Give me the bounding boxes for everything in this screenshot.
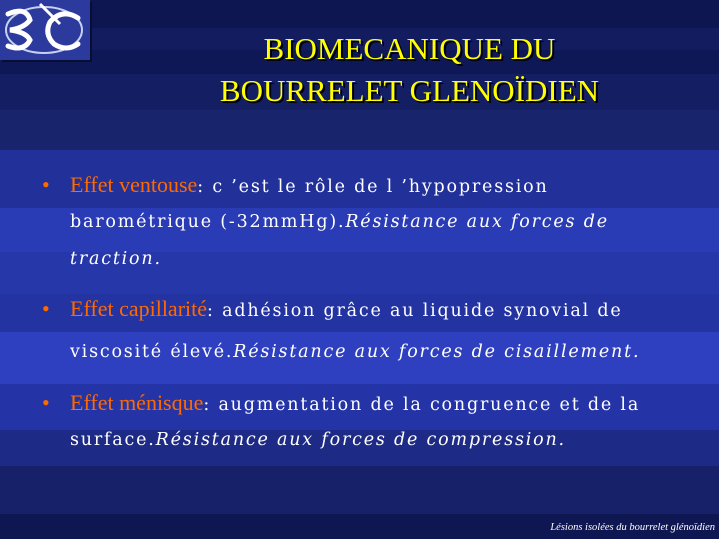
item-2-line-1 [70,296,623,322]
item-2-resistance: Résistance aux forces de cisaillement. [233,342,641,362]
title-line-2: BOURRELET GLENOÏDIEN [219,73,600,108]
item-3-resistance: Résistance aux forces de compression. [155,430,566,450]
title-line-1: BIOMECANIQUE DU [263,31,556,66]
3c-logo-icon [0,0,90,60]
item-3-term: Effet ménisque [70,390,204,415]
item-2-line-2: viscosité élevé.Résistance aux forces de cisaillement. [70,342,641,362]
item-2-text: : adhésion grâce au liquide synovial de [207,301,623,321]
item-1-resistance: Résistance aux forces de [345,212,609,232]
item-2-term: Effet capillarité [70,296,208,321]
item-3-line-1 [70,390,640,416]
item-1-line-1 [70,172,549,198]
item-3-line-2: surface.Résistance aux forces de compression. [70,430,566,450]
slide-title [100,28,719,112]
bullet-1: • [42,172,50,197]
item-1-line-2: barométrique (-32mmHg).Résistance aux forces de [70,212,609,232]
item-1-text: : c ’est le rôle de l ’hypopression [197,177,549,197]
item-1-term: Effet ventouse [70,172,198,197]
slide-footer: Lésions isolées du bourrelet glénoïdien [550,522,715,533]
item-3-text: : augmentation de la congruence et de la [203,395,641,415]
bullet-2: • [42,296,50,321]
bullet-3: • [42,390,50,415]
item-1-line-3: traction. [70,249,162,269]
